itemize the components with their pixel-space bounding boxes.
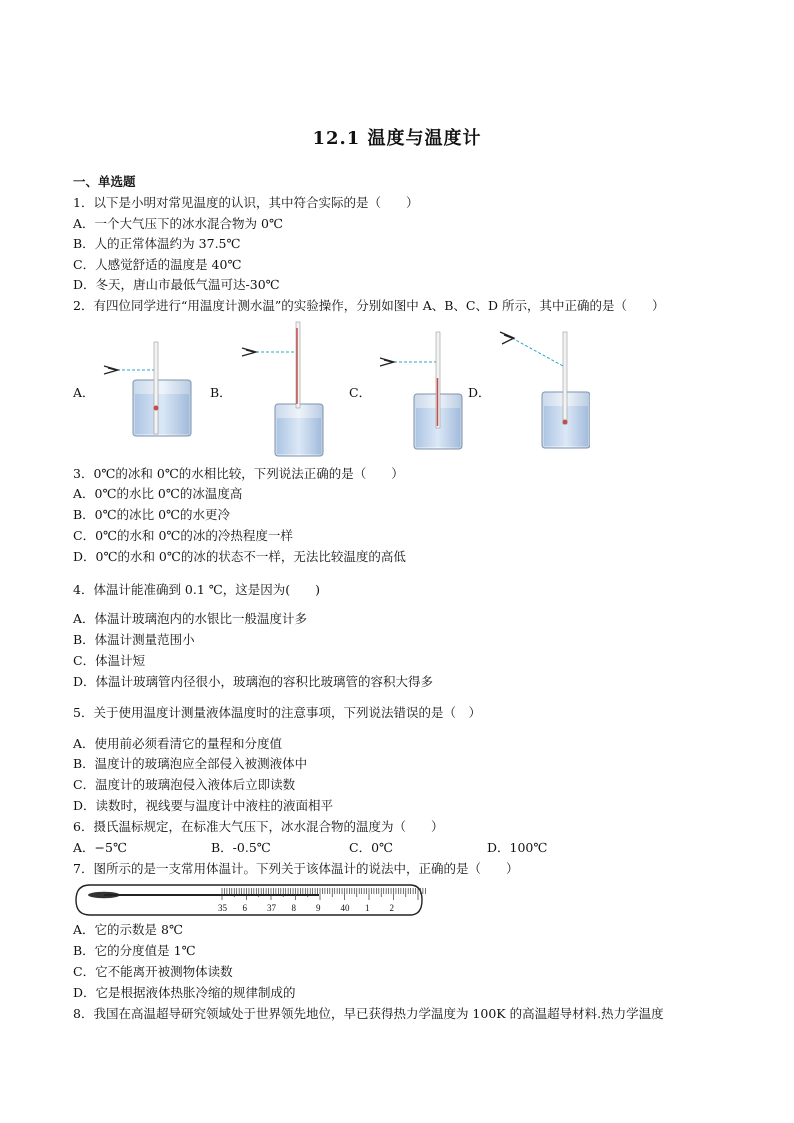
clinical-thermometer-figure (74, 883, 426, 919)
q4-option-a: A．体温计玻璃泡内的水银比一般温度计多 (73, 611, 308, 626)
q5-option-a: A．使用前必须看清它的量程和分度值 (73, 736, 283, 751)
q6-option-b: B．-0.5℃ (211, 840, 271, 855)
q5-option-c: C．温度计的玻璃泡侵入液体后立即读数 (73, 777, 296, 792)
q1-option-d: D．冬天，唐山市最低气温可达-30℃ (73, 277, 280, 292)
figure-label-b: B． (210, 385, 232, 400)
question-6-stem: 6．摄氏温标规定，在标准大气压下，冰水混合物的温度为（ ） (73, 819, 444, 834)
beaker-b (242, 322, 323, 456)
q4-option-c: C．体温计短 (73, 653, 146, 668)
q6-option-c: C．0℃ (349, 840, 394, 855)
q4-option-b: B．体温计测量范围小 (73, 632, 195, 647)
q5-option-d: D．读数时，视线要与温度计中液柱的液面相平 (73, 798, 334, 813)
scale-label: 1 (365, 903, 370, 913)
page-title: 12.1 温度与温度计 (312, 128, 482, 149)
q1-option-c: C．人感觉舒适的温度是 40℃ (73, 257, 242, 272)
scale-label: 9 (316, 903, 321, 913)
q7-option-d: D．它是根据液体热胀冷缩的规律制成的 (73, 985, 296, 1000)
question-7-stem: 7．图所示的是一支常用体温计。下列关于该体温计的说法中，正确的是（ ） (73, 861, 519, 876)
thermometer-beakers-figure (90, 318, 590, 463)
question-2-stem: 2．有四位同学进行“用温度计测水温”的实验操作，分别如图中 A、B、C、D 所示，其中正确的是（ ） (73, 298, 665, 313)
q3-option-a: A．0℃的水比 0℃的冰温度高 (73, 486, 243, 501)
section-heading: 一、单选题 (73, 174, 136, 189)
q1-option-b: B．人的正常体温约为 37.5℃ (73, 236, 241, 251)
question-8-stem: 8．我国在高温超导研究领域处于世界领先地位，早已获得热力学温度为 100K 的高温超导材料.热力学温度 (73, 1006, 664, 1021)
scale-label: 37 (267, 903, 276, 913)
q3-option-d: D．0℃的水和 0℃的冰的状态不一样，无法比较温度的高低 (73, 549, 406, 564)
q6-option-a: A．−5℃ (73, 840, 127, 855)
scale-label: 35 (218, 903, 227, 913)
figure-label-d: D． (468, 385, 491, 400)
scale-label: 6 (242, 903, 247, 913)
question-3-stem: 3．0℃的冰和 0℃的水相比较，下列说法正确的是（ ） (73, 466, 404, 481)
q4-option-d: D．体温计玻璃管内径很小，玻璃泡的容积比玻璃管的容积大得多 (73, 674, 434, 689)
question-5-stem: 5．关于使用温度计测量液体温度时的注意事项，下列说法错误的是（ ） (73, 705, 481, 720)
question-1-stem: 1．以下是小明对常见温度的认识，其中符合实际的是（ ） (73, 195, 419, 210)
q7-option-b: B．它的分度值是 1℃ (73, 943, 196, 958)
beaker-a (104, 342, 191, 436)
beaker-d (500, 332, 590, 448)
q3-option-c: C．0℃的水和 0℃的冰的冷热程度一样 (73, 528, 293, 543)
question-4-stem: 4．体温计能准确到 0.1 ℃，这是因为( ) (73, 582, 321, 597)
q6-option-d: D．100℃ (487, 840, 548, 855)
q5-option-b: B．温度计的玻璃泡应全部侵入被测液体中 (73, 756, 308, 771)
q7-option-c: C．它不能离开被测物体读数 (73, 964, 233, 979)
scale-label: 40 (340, 903, 350, 913)
q1-option-a: A．一个大气压下的冰水混合物为 0℃ (73, 216, 283, 231)
figure-label-a: A． (73, 385, 95, 400)
scale-label: 2 (389, 903, 394, 913)
q7-option-a: A．它的示数是 8℃ (73, 922, 183, 937)
scale-label: 8 (291, 903, 296, 913)
q3-option-b: B．0℃的冰比 0℃的水更冷 (73, 507, 231, 522)
beaker-c (380, 332, 462, 449)
figure-label-c: C． (349, 385, 372, 400)
